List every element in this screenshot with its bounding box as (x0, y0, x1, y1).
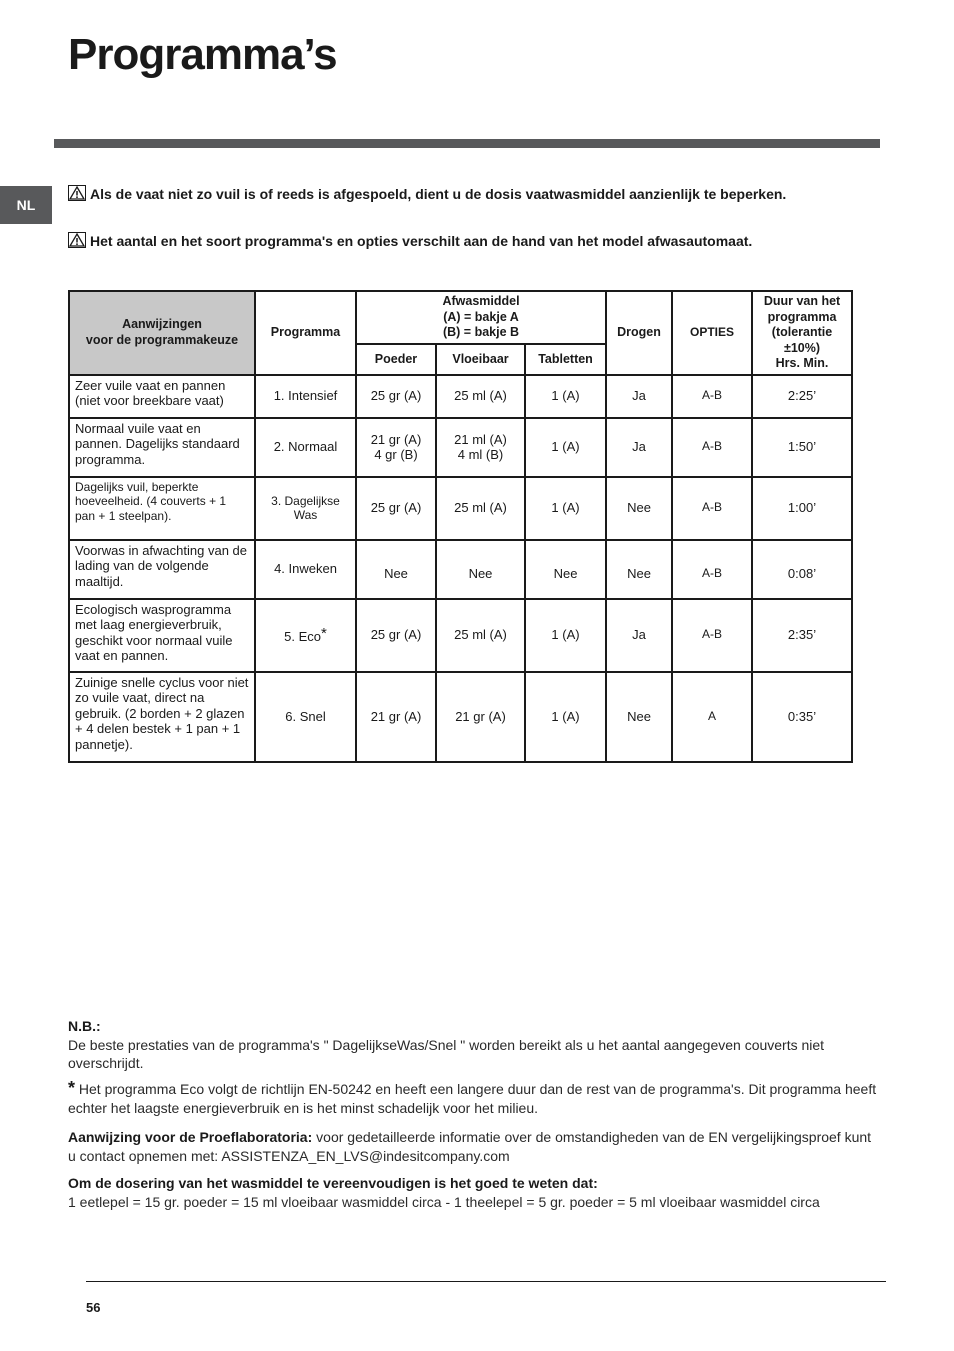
warning-triangle-icon (68, 185, 86, 201)
footnote-asterisk: * (321, 624, 327, 642)
note-lab-text: voor gedetailleerde informatie over de omstandigheden van de EN vergelijkingsproef kunt u contact opnemen met: ASSISTENZA_EN_LVS@indesitcompany.com (68, 1129, 872, 1164)
note-lab-label: Aanwijzing voor de Proeflaboratoria: (68, 1129, 313, 1145)
note-dosering (68, 1174, 878, 1211)
header-opties: OPTIES (672, 291, 752, 375)
programs-table (68, 290, 853, 763)
note-dosering-text: 1 eetlepel = 15 gr. poeder = 15 ml vloeibaar wasmiddel circa - 1 theelepel = 5 gr. poeder = 5 ml vloeibaar wasmiddel circa (68, 1193, 820, 1210)
row-programma: 4. Inweken (255, 540, 356, 599)
row-opties: A-B (672, 477, 752, 540)
row-description: Voorwas in afwachting van de lading van de volgende maaltijd. (69, 540, 255, 599)
row-duur: 0:08’ (752, 540, 852, 599)
warning-2 (68, 232, 868, 251)
note-eco-asterisk: * (68, 1078, 76, 1098)
row-tabletten: 1 (A) (525, 599, 606, 672)
row-description: Ecologisch wasprogramma met laag energieverbruik, geschikt voor normaal vuile vaat en pannen. (69, 599, 255, 672)
footer-divider (86, 1281, 886, 1282)
row-vloeibaar: 21 gr (A) (436, 672, 525, 762)
row-programma: 6. Snel (255, 672, 356, 762)
row-drogen: Ja (606, 418, 672, 477)
row-vloeibaar: Nee (436, 540, 525, 599)
page-number: 56 (86, 1300, 101, 1315)
header-duur: Duur van het programma (tolerantie ±10%) Hrs. Min. (752, 291, 852, 375)
header-programma: Programma (255, 291, 356, 375)
table-row (69, 540, 852, 599)
row-description: Dagelijks vuil, beperkte hoeveelheid. (4 couverts + 1 pan + 1 steelpan). (69, 477, 255, 540)
warning-1 (68, 185, 858, 204)
row-opties: A-B (672, 375, 752, 418)
header-tabletten: Tabletten (525, 344, 606, 374)
language-tab: NL (0, 186, 52, 224)
note-nb-text: De beste prestaties van de programma's " DagelijkseWas/Snel " worden bereikt als u het aantal aangegeven couverts niet overschrijdt. (68, 1036, 825, 1071)
note-nb-label: N.B.: (68, 1018, 101, 1034)
row-description: Zeer vuile vaat en pannen (niet voor breekbare vaat) (69, 375, 255, 418)
note-nb (68, 1017, 878, 1073)
row-programma: 5. Eco* (255, 599, 356, 672)
row-opties: A-B (672, 540, 752, 599)
row-vloeibaar: 25 ml (A) (436, 375, 525, 418)
header-poeder: Poeder (356, 344, 436, 374)
note-lab (68, 1128, 878, 1165)
row-duur: 0:35’ (752, 672, 852, 762)
row-vloeibaar: 21 ml (A) 4 ml (B) (436, 418, 525, 477)
row-opties: A-B (672, 599, 752, 672)
row-tabletten: 1 (A) (525, 672, 606, 762)
row-programma: 1. Intensief (255, 375, 356, 418)
header-afwasmiddel: Afwasmiddel (A) = bakje A (B) = bakje B (356, 291, 606, 344)
row-poeder: 25 gr (A) (356, 599, 436, 672)
row-drogen: Ja (606, 599, 672, 672)
table-row (69, 599, 852, 672)
header-aanwijzingen: Aanwijzingen voor de programmakeuze (69, 291, 255, 375)
note-dosering-label: Om de dosering van het wasmiddel te vereenvoudigen is het goed te weten dat: (68, 1175, 598, 1191)
row-duur: 2:25’ (752, 375, 852, 418)
row-programma: 3. Dagelijkse Was (255, 477, 356, 540)
row-programma: 2. Normaal (255, 418, 356, 477)
header-vloeibaar: Vloeibaar (436, 344, 525, 374)
row-duur: 1:50’ (752, 418, 852, 477)
row-drogen: Ja (606, 375, 672, 418)
row-poeder: 21 gr (A) 4 gr (B) (356, 418, 436, 477)
table-header-row (69, 291, 852, 344)
row-description: Zuinige snelle cyclus voor niet zo vuile vaat, direct na gebruik. (2 borden + 2 glazen + 4 delen bestek + 1 pan + 1 pannetje). (69, 672, 255, 762)
row-tabletten: Nee (525, 540, 606, 599)
row-poeder: Nee (356, 540, 436, 599)
row-drogen: Nee (606, 672, 672, 762)
row-poeder: 25 gr (A) (356, 375, 436, 418)
row-opties: A-B (672, 418, 752, 477)
table-row (69, 418, 852, 477)
table-row (69, 672, 852, 762)
table-row (69, 375, 852, 418)
table-row (69, 477, 852, 540)
row-drogen: Nee (606, 477, 672, 540)
warning-2-text: Het aantal en het soort programma's en opties verschilt aan de hand van het model afwasautomaat. (90, 233, 753, 249)
row-description: Normaal vuile vaat en pannen. Dagelijks standaard programma. (69, 418, 255, 477)
note-eco-text: Het programma Eco volgt de richtlijn EN-50242 en heeft een langere duur dan de rest van de programma's. Dit programma heeft echter het laagste energieverbruik en is het minst schadelijk voor het milieu. (68, 1081, 877, 1116)
row-poeder: 21 gr (A) (356, 672, 436, 762)
row-tabletten: 1 (A) (525, 418, 606, 477)
note-eco (68, 1079, 878, 1117)
row-duur: 2:35’ (752, 599, 852, 672)
title-divider (54, 139, 880, 148)
warning-triangle-icon (68, 232, 86, 248)
row-tabletten: 1 (A) (525, 477, 606, 540)
row-vloeibaar: 25 ml (A) (436, 599, 525, 672)
warning-1-text: Als de vaat niet zo vuil is of reeds is afgespoeld, dient u de dosis vaatwasmiddel aanzienlijk te beperken. (90, 186, 787, 202)
row-poeder: 25 gr (A) (356, 477, 436, 540)
row-vloeibaar: 25 ml (A) (436, 477, 525, 540)
row-opties: A (672, 672, 752, 762)
page-title: Programma’s (68, 30, 337, 79)
header-drogen: Drogen (606, 291, 672, 375)
row-drogen: Nee (606, 540, 672, 599)
row-tabletten: 1 (A) (525, 375, 606, 418)
row-duur: 1:00’ (752, 477, 852, 540)
